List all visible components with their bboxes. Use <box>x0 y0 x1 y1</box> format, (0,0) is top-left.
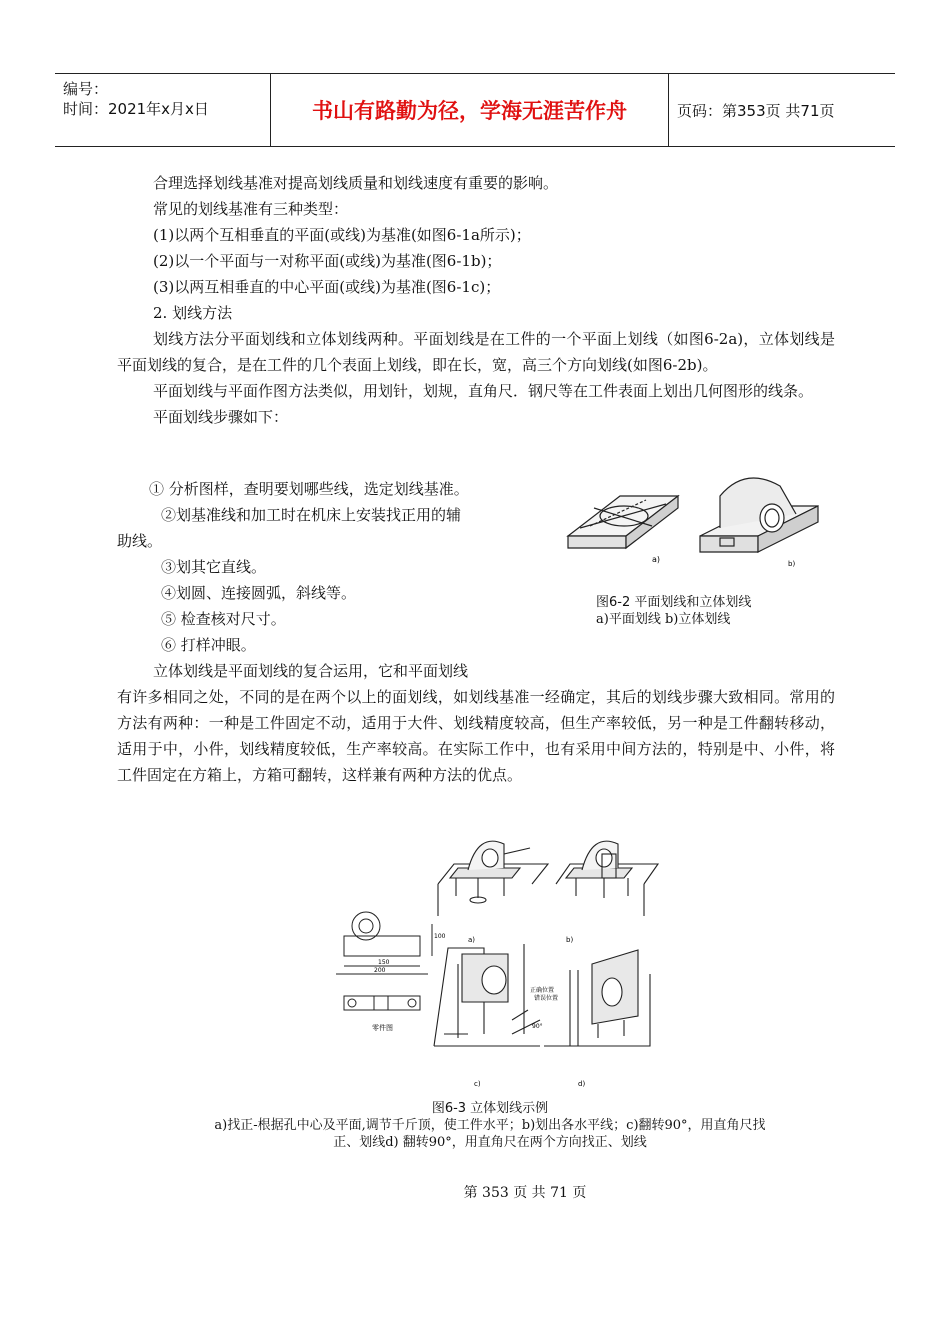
paragraph: (2)以一个平面与一对称平面(或线)为基准(图6-1b)； <box>153 252 502 270</box>
list-item: ②划基准线和加工时在机床上安装找正用的辅 <box>161 506 462 524</box>
paragraph: (3)以两互相垂直的中心平面(或线)为基准(图6-1c)； <box>153 278 501 296</box>
paragraph: 有许多相同之处，不同的是在两个以上的面划线，如划线基准一经确定，其后的划线步骤大致相同。常用的方法有两种：一种是工件固定不动，适用于大件、划线精度较高，但生产率较低，另一种是工件翻转移动，适用于中，小件，划线精度较低，生产率较高。在实际工作中，也有采用中间方法的，特别是中、小件，将工件固定在方箱上，方箱可翻转，这样兼有两种方法的优点。 <box>117 688 835 784</box>
wrong-position-label: 错误位置 <box>534 995 559 1002</box>
section-heading: 2. 划线方法 <box>153 304 233 322</box>
figure-6-2-illustration <box>560 466 828 576</box>
list-item: ⑤ 检查核对尺寸。 <box>161 610 286 628</box>
paragraph: 合理选择划线基准对提高划线质量和划线速度有重要的影响。 <box>153 174 559 192</box>
paragraph: 常见的划线基准有三种类型： <box>153 200 349 218</box>
paragraph: 划线方法分平面划线和立体划线两种。平面划线是在工件的一个平面上划线（如图6-2a)，立体划线是平面划线的复合，是在工件的几个表面上划线，即在长，宽，高三个方向划线(如图6-2b)。 <box>117 330 835 374</box>
fig62-label-b: b) <box>788 560 796 568</box>
list-item: ④划圆、连接圆弧，斜线等。 <box>161 584 357 602</box>
list-item: ③划其它直线。 <box>161 558 267 576</box>
fig63-panel-b <box>556 841 658 916</box>
figure-title: 图6-3 立体划线示例 <box>431 1101 549 1116</box>
paragraph-block-1 <box>117 170 835 430</box>
correct-position-label: 正确位置 <box>530 987 555 994</box>
fig63-panel-c <box>434 944 540 1046</box>
paragraph: 立体划线是平面划线的复合运用，它和平面划线 <box>153 662 469 680</box>
fig63-label-d: d) <box>578 1080 586 1088</box>
angle-label: 90° <box>532 1023 543 1030</box>
figure-subtitle: a)平面划线 b)立体划线 <box>596 612 731 627</box>
page-header <box>55 73 895 147</box>
fig63-label-b: b) <box>566 936 574 944</box>
solid-marking-block <box>700 478 818 552</box>
fig63-panel-d <box>544 950 650 1046</box>
dim-150: 150 <box>378 959 390 966</box>
paragraph: (1)以两个互相垂直的平面(或线)为基准(如图6-1a所示)； <box>153 226 531 244</box>
figure-6-3-caption <box>140 1100 840 1151</box>
figure-6-2-caption <box>596 594 796 628</box>
steps-list <box>117 476 537 684</box>
header-motto: 书山有路勤为径，学海无涯苦作舟 <box>270 74 669 146</box>
figure-caption-line: a)找正-根据孔中心及平面,调节千斤顶，使工件水平；b)划出各水平线；c)翻转90°，用直角尺找 <box>214 1118 766 1133</box>
page-footer: 第 353 页 共 71 页 <box>463 1185 587 1201</box>
dim-100: 100 <box>434 933 446 940</box>
paragraph: 平面划线步骤如下： <box>153 408 289 426</box>
fig62-label-a: a) <box>652 555 661 564</box>
list-item: 助线。 <box>117 532 163 550</box>
paragraph-block-2 <box>117 684 835 788</box>
fig63-panel-a <box>438 841 548 916</box>
dim-200: 200 <box>374 967 386 974</box>
time-label: 时间：2021年x月x日 <box>63 100 209 118</box>
part-drawing-label: 零件图 <box>372 1024 393 1032</box>
header-left-cell <box>55 74 270 146</box>
plane-marking-plate <box>568 496 678 548</box>
fig63-label-a: a) <box>468 936 476 944</box>
figure-6-3-illustration <box>308 824 664 1092</box>
fig63-label-c: c) <box>474 1080 481 1088</box>
paragraph: 平面划线与平面作图方法类似，用划针，划规，直角尺．钢尺等在工件表面上划出几何图形的线条。 <box>153 382 814 400</box>
figure-caption-line: 正、划线d) 翻转90°，用直角尺在两个方向找正、划线 <box>333 1135 647 1150</box>
number-label: 编号： <box>63 80 109 98</box>
list-item: ⑥ 打样冲眼。 <box>161 636 256 654</box>
header-page-label: 页码：第353页 共71页 <box>677 101 835 120</box>
figure-title: 图6-2 平面划线和立体划线 <box>596 595 752 610</box>
list-item: ① 分析图样，查明要划哪些线，选定划线基准。 <box>149 480 469 498</box>
